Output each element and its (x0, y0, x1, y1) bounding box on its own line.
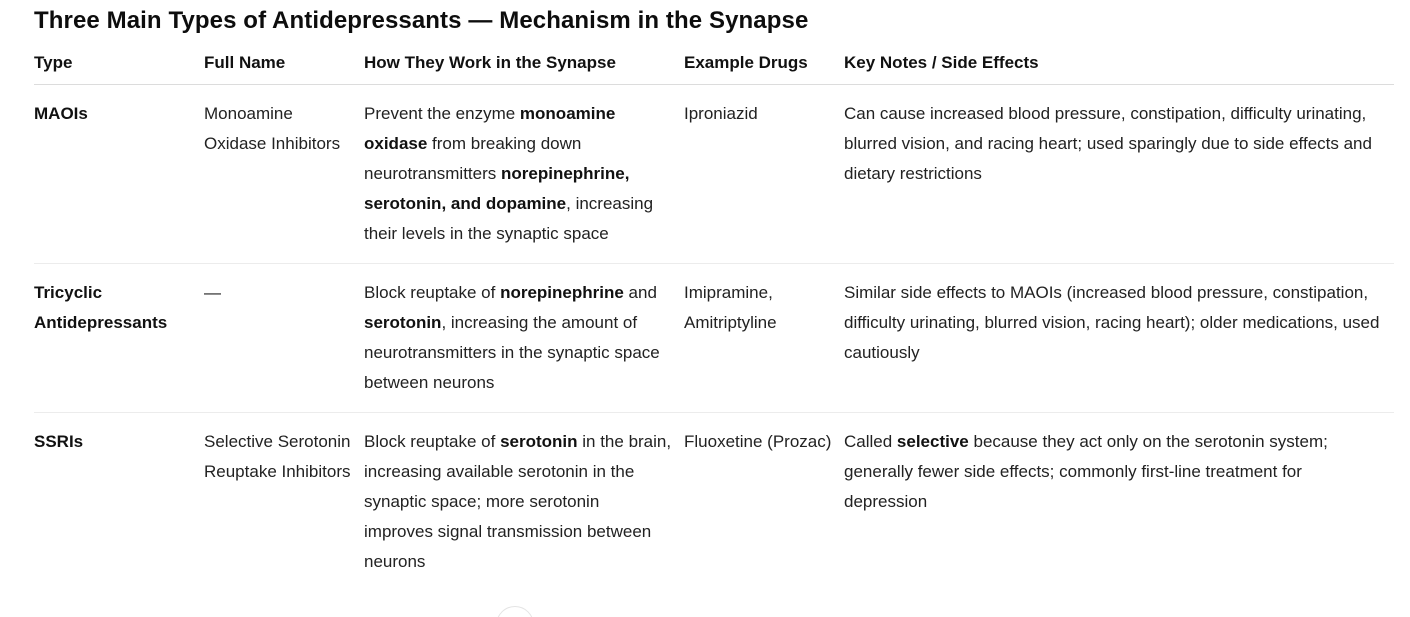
cell-full-name: Selective Serotonin Reuptake Inhibitors (204, 432, 351, 481)
scroll-down-button[interactable] (496, 606, 534, 617)
mechanism-bold-term: serotonin (500, 432, 578, 451)
mechanism-text: , increasing their levels in the synaptic space (364, 194, 654, 243)
mechanism-text: Block reuptake of (364, 432, 501, 451)
page-title: Three Main Types of Antidepressants — Mechanism in the Synapse (34, 7, 809, 34)
notes-text: Similar side effects to MAOIs (increased blood pressure, constipation, difficulty urinating, blurred vision, racing heart); older medications, used cautiously (844, 283, 1380, 362)
mechanism-text: and (623, 283, 657, 302)
cell-example-drugs: Imipramine, Amitriptyline (684, 264, 844, 413)
cell-example-drugs: Iproniazid (684, 85, 844, 264)
cell-example-drugs: Fluoxetine (Prozac) (684, 432, 832, 451)
mechanism-bold-term: norepinephrine, serotonin, and dopamine (364, 164, 630, 213)
header-type: Type (34, 49, 204, 85)
mechanism-text: in the brain, increasing available serotonin in the synaptic space; more serotonin improves signal transmission between neurons (364, 432, 672, 571)
cell-key-notes (844, 264, 1394, 413)
cell-full-name: Monoamine Oxidase Inhibitors (204, 85, 364, 264)
cell-mechanism (364, 264, 684, 413)
mechanism-bold-term: serotonin (364, 313, 442, 332)
cell-key-notes (844, 413, 1394, 592)
antidepressant-table (34, 49, 1394, 591)
cell-mechanism (364, 413, 684, 592)
mechanism-text: Block reuptake of (364, 283, 501, 302)
table-row (34, 264, 1394, 413)
cell-type: Tricyclic Antidepressants (34, 264, 204, 413)
header-example-drugs: Example Drugs (684, 49, 844, 85)
cell-full-name: — (204, 264, 364, 413)
table-header-row (34, 49, 1394, 85)
header-key-notes: Key Notes / Side Effects (844, 49, 1394, 85)
mechanism-bold-term: norepinephrine (500, 283, 624, 302)
mechanism-text: , increasing the amount of neurotransmitters in the synaptic space between neurons (364, 313, 660, 392)
notes-text: Called (844, 432, 897, 451)
header-full-name: Full Name (204, 49, 364, 85)
cell-mechanism (364, 85, 684, 264)
table-row (34, 413, 1394, 592)
mechanism-bold-term: monoamine oxidase (364, 104, 616, 153)
cell-type: MAOIs (34, 85, 204, 264)
notes-bold-term: selective (896, 432, 969, 451)
table-row (34, 85, 1394, 264)
cell-key-notes (844, 85, 1394, 264)
notes-text: Can cause increased blood pressure, constipation, difficulty urinating, blurred vision, and racing heart; used sparingly due to side effects and dietary restrictions (844, 104, 1372, 183)
notes-text: because they act only on the serotonin system; generally fewer side effects; commonly first-line treatment for depression (844, 432, 1328, 511)
mechanism-text: from breaking down neurotransmitters (364, 134, 582, 183)
mechanism-text: Prevent the enzyme (364, 104, 520, 123)
header-mechanism: How They Work in the Synapse (364, 49, 684, 85)
cell-type: SSRIs (34, 432, 84, 451)
